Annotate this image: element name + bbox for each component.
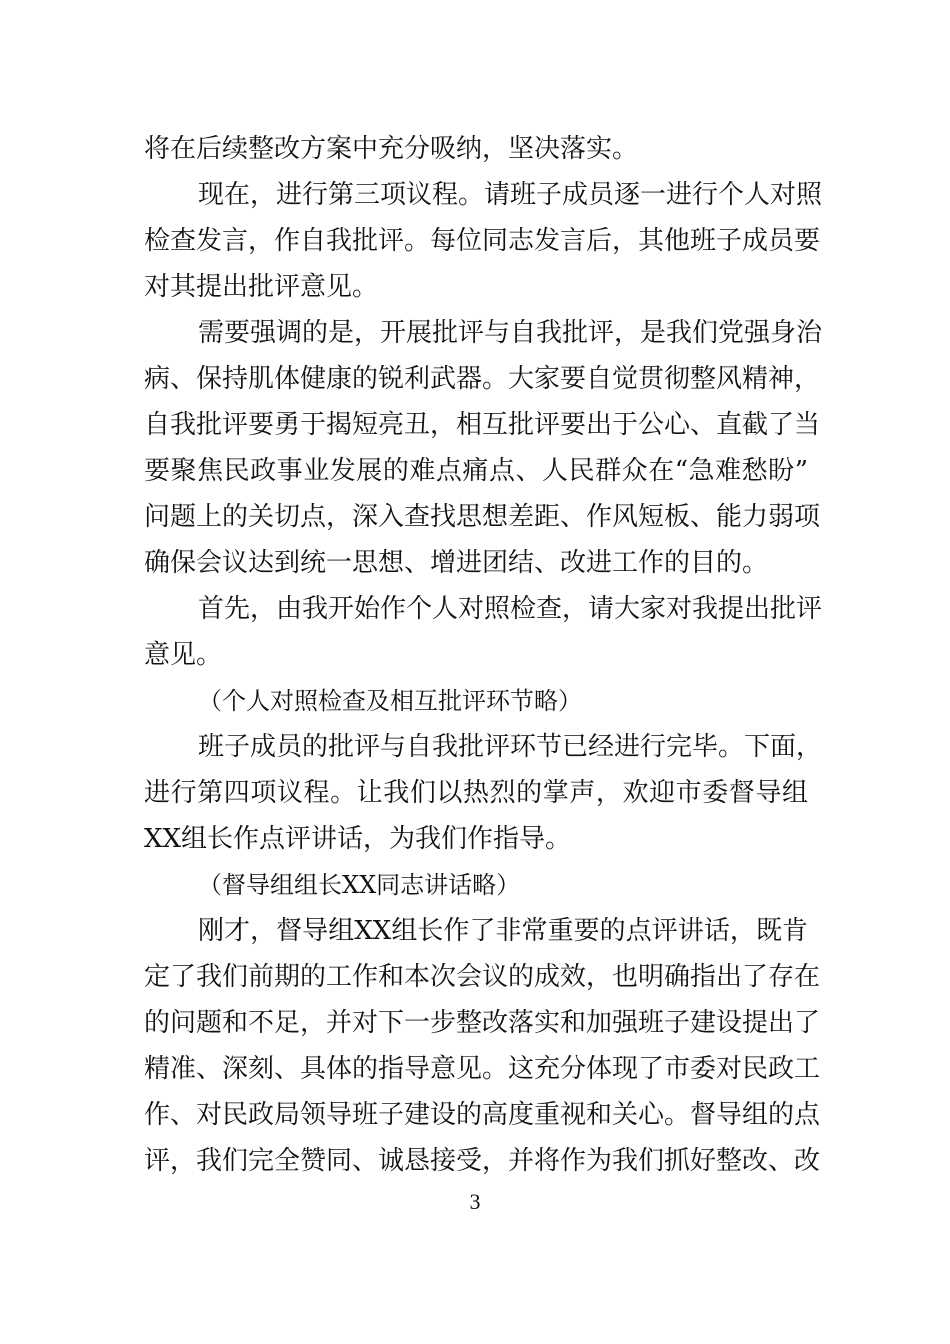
paragraph-line: 现在，进行第三项议程。请班子成员逐一进行个人对照	[198, 180, 823, 210]
page-number: 3	[469, 1189, 481, 1214]
paragraph-line: 刚才，督导组XX组长作了非常重要的点评讲话，既肯	[198, 916, 808, 946]
paragraph-line: 评，我们完全赞同、诚恳接受，并将作为我们抓好整改、改	[144, 1146, 821, 1176]
paragraph-line: 确保会议达到统一思想、增进团结、改进工作的目的。	[144, 548, 769, 578]
paragraph-line: 要聚焦民政事业发展的难点痛点、人民群众在“急难愁盼”	[144, 456, 808, 486]
paragraph-line: 精准、深刻、具体的指导意见。这充分体现了市委对民政工	[144, 1054, 821, 1084]
paragraph-line: 自我批评要勇于揭短亮丑，相互批评要出于公心、直截了当	[144, 410, 821, 440]
paragraph-line: 作、对民政局领导班子建设的高度重视和关心。督导组的点	[144, 1100, 821, 1130]
paragraph-line: XX组长作点评讲话，为我们作指导。	[144, 824, 572, 854]
paragraph-line: 首先，由我开始作个人对照检查，请大家对我提出批评	[198, 594, 823, 624]
paragraph-line: 将在后续整改方案中充分吸纳，坚决落实。	[144, 134, 639, 164]
paragraph-line: 问题上的关切点，深入查找思想差距、作风短板、能力弱项	[144, 502, 821, 532]
paragraph-line: 进行第四项议程。让我们以热烈的掌声，欢迎市委督导组	[144, 778, 808, 808]
paragraph-line: 的问题和不足，并对下一步整改落实和加强班子建设提出了	[144, 1008, 821, 1038]
stage-direction: （督导组组长XX同志讲话略）	[198, 871, 521, 899]
paragraph-line: 班子成员的批评与自我批评环节已经进行完毕。下面，	[198, 732, 823, 762]
paragraph-line: 对其提出批评意见。	[144, 272, 379, 302]
paragraph-line: 需要强调的是，开展批评与自我批评，是我们党强身治	[198, 318, 823, 348]
paragraph-line: 检查发言，作自我批评。每位同志发言后，其他班子成员要	[144, 226, 821, 256]
paragraph-line: 病、保持肌体健康的锐利武器。大家要自觉贯彻整风精神，	[144, 364, 821, 394]
stage-direction: （个人对照检查及相互批评环节略）	[198, 687, 582, 715]
paragraph-line: 意见。	[144, 640, 223, 670]
paragraph-line: 定了我们前期的工作和本次会议的成效，也明确指出了存在	[144, 962, 821, 992]
